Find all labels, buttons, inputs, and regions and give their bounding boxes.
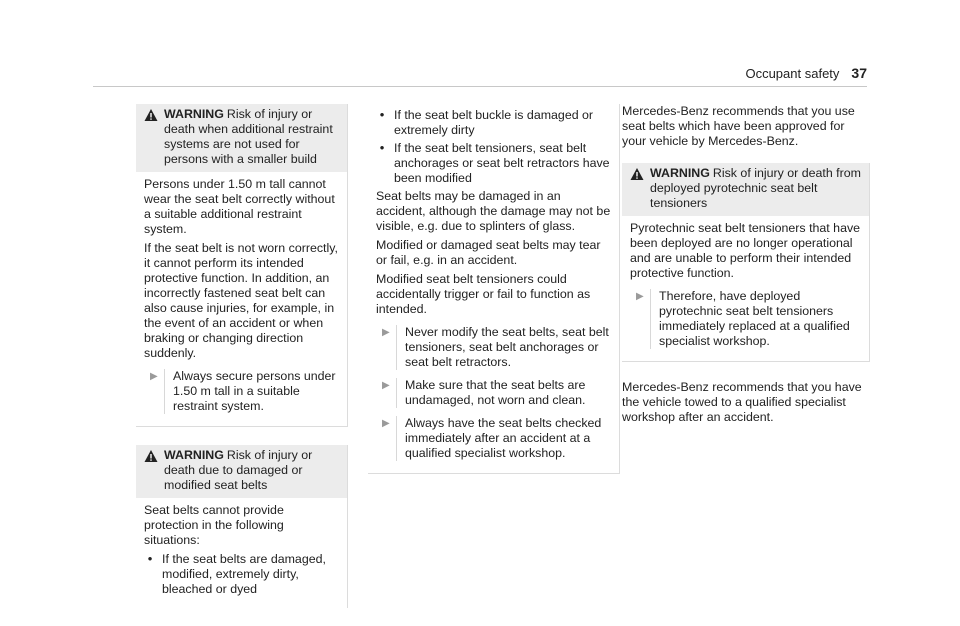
warning-title (164, 448, 339, 493)
paragraph: Seat belts may be damaged in an accident, although the damage may not be visible, e.g. due to splinters of glass. (376, 189, 611, 233)
list-item-text: If the seat belt tensioners, seat belt anchorages or seat belt retractors have been modified (394, 141, 610, 185)
paragraph: Persons under 1.50 m tall cannot wear the seat belt correctly without a suitable additional restraint system. (144, 177, 335, 236)
paragraph: Pyrotechnic seat belt tensioners that have been deployed are no longer operational and are unable to perform their intended protective function. (630, 221, 861, 280)
step-arrow-icon: ▶ (382, 418, 390, 429)
list-item-text: If the seat belts are damaged, modified, extremely dirty, bleached or dyed (162, 552, 326, 596)
instruction-step (150, 369, 339, 414)
warning-title (650, 166, 861, 211)
list-item (376, 141, 611, 186)
paragraph: Modified or damaged seat belts may tear or fail, e.g. in an accident. (376, 238, 601, 267)
warning-label: WARNING (164, 448, 224, 462)
step-text: Therefore, have deployed pyrotechnic seat belt tensioners immediately replaced at a qualified specialist workshop. (650, 289, 861, 349)
warning-body (136, 498, 347, 608)
column-2 (368, 104, 620, 492)
warning-triangle-icon (144, 108, 158, 122)
bullet-icon: • (379, 141, 385, 155)
column-1 (136, 104, 348, 626)
paragraph: If the seat belt is not worn correctly, it cannot perform its intended protective function. In addition, an incorrectly fastened seat belt can also cause injuries, for example, in the event of an accident or when braking or changing direction suddenly. (144, 241, 338, 360)
section-title: Occupant safety (745, 66, 840, 81)
step-text: Never modify the seat belts, seat belt tensioners, seat belt anchorages or seat belt retractors. (396, 325, 611, 370)
step-text: Always have the seat belts checked immediately after an accident at a qualified specialist workshop. (396, 416, 611, 461)
warning-triangle-icon (144, 449, 158, 463)
warning-box-small-build (136, 104, 348, 427)
warning-triangle-icon (630, 167, 644, 181)
paragraph: Modified seat belt tensioners could accidentally trigger or fail to function as intended. (376, 272, 591, 316)
step-arrow-icon: ▶ (636, 291, 644, 302)
bullet-icon: • (379, 108, 385, 122)
warning-header (136, 104, 347, 172)
warning-title-text: Risk of injury or death from deployed pyrotechnic seat belt tensioners (650, 166, 861, 210)
instruction-step (382, 325, 611, 370)
warning-box-pyrotechnic (622, 163, 870, 362)
warning-box-damaged-belts (136, 445, 348, 608)
warning-label: WARNING (650, 166, 710, 180)
warning-body (136, 172, 347, 426)
step-arrow-icon: ▶ (382, 380, 390, 391)
step-arrow-icon: ▶ (382, 327, 390, 338)
list-item-text: If the seat belt buckle is damaged or extremely dirty (394, 108, 594, 137)
warning-title (164, 107, 339, 167)
list-item (144, 552, 339, 597)
warning-title-text: Risk of injury or death due to damaged or modified seat belts (164, 448, 313, 492)
instruction-step (636, 289, 861, 349)
warning-title-text: Risk of injury or death when additional restraint systems are not used for persons with a smaller build (164, 107, 333, 166)
warning-label: WARNING (164, 107, 224, 121)
paragraph-intro: Mercedes-Benz recommends that you use seat belts which have been approved for your vehicle by Mercedes-Benz. (622, 104, 855, 148)
step-text: Make sure that the seat belts are undamaged, not worn and clean. (396, 378, 611, 408)
page-header (745, 66, 867, 81)
warning-header (136, 445, 347, 498)
warning-header (622, 163, 869, 216)
paragraph-outro: Mercedes-Benz recommends that you have the vehicle towed to a qualified specialist workshop after an accident. (622, 380, 862, 424)
step-text: Always secure persons under 1.50 m tall in a suitable restraint system. (164, 369, 339, 414)
instruction-step (382, 378, 611, 408)
header-rule (93, 86, 867, 87)
bullet-icon: • (147, 552, 153, 566)
warning-body (622, 216, 869, 361)
step-arrow-icon: ▶ (150, 371, 158, 382)
warning-box-continued (368, 104, 620, 474)
instruction-step (382, 416, 611, 461)
page-number: 37 (851, 65, 867, 81)
warning-body (368, 104, 619, 473)
list-item (376, 108, 611, 138)
paragraph: Seat belts cannot provide protection in the following situations: (144, 503, 284, 547)
column-3 (622, 104, 870, 431)
